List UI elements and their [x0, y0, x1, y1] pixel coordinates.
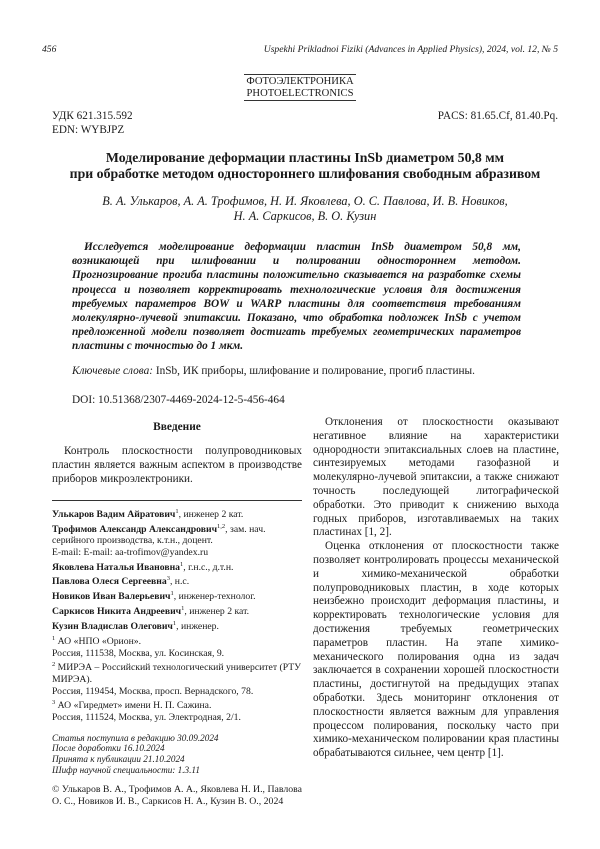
- affiliation-mark: 1: [180, 560, 184, 568]
- body-paragraph: Оценка отклонения от плоскостности также позволяет контролировать процессы механической и химико-механической обработки полупроводниковых пластин, в ходе которых неизбежно происходит деформация пластины, и корректировать технологические условия для достижения требуемых геометрических параметров пластин. На этапе химико-механического полирования одна из задач заключается в сохранении хорошей плоскостности пластины, достигнутой на предыдущих этапах обработки. Здесь мониторинг отклонения от плоскостности является важным для управления процессом полирования, поскольку часто при химико-механическом полировании края пластины обрабатываются сильнее, чем центр [1].: [313, 540, 559, 760]
- affiliation-mark: 1: [172, 619, 177, 627]
- author-list: [70, 194, 540, 224]
- author-name: Трофимов Александр Александрович: [52, 523, 218, 535]
- affiliation-mark: 1: [181, 605, 185, 613]
- affiliation-mark: 1: [175, 507, 179, 515]
- affiliation-mark: 1,2: [217, 522, 226, 530]
- author-name: Улькаров Вадим Айратович: [52, 508, 176, 520]
- affiliation-entry: [52, 559, 302, 574]
- organization-address: Россия, 111524, Москва, ул. Электродная, 2/1.: [52, 711, 241, 723]
- section-rule-bottom: [244, 100, 356, 101]
- organization: [52, 659, 302, 685]
- author-role: , инженер 2 кат.: [178, 508, 244, 520]
- abstract: Исследуется моделирование деформации пластин InSb диаметром 50,8 мм, возникающей при шлифовании и полировании одностороннем методом. Прогнозирование прогиба пластины положительно сказывается на разработке схемы процесса и позволяет корректировать технологические условия для достижения требуемых параметров BOW и WARP пластины для соответствия требованиям молекулярно-лучевой эпитаксии. Показано, что обработка подложек InSb с учетом предложенной модели позволяет достигать требуемых геометрических параметров пластины с точностью до 1 мкм.: [72, 241, 521, 353]
- journal-citation: Uspekhi Prikladnoi Fiziki (Advances in Applied Physics), 2024, vol. 12, № 5: [263, 44, 558, 55]
- date-accepted: Принята к публикации 21.10.2024: [52, 754, 185, 765]
- organization-mark: 1: [52, 634, 56, 642]
- keywords: [72, 364, 521, 378]
- author-name: Павлова Олеся Сергеевна: [52, 576, 167, 588]
- affiliation-mark: 1: [170, 590, 174, 598]
- section-title-en: PHOTOELECTRONICS: [246, 87, 354, 99]
- article-title: [52, 150, 558, 182]
- udk-code: УДК 621.315.592: [52, 110, 133, 122]
- organization: [52, 633, 302, 648]
- organization-address: Россия, 111538, Москва, ул. Косинская, 9.: [52, 647, 225, 659]
- affiliation-entry: [52, 588, 302, 603]
- author-role: , инженер-технолог.: [173, 591, 256, 603]
- intro-heading: Введение: [153, 421, 201, 433]
- organization-name: АО «Гиредмет» имени Н. П. Сажина.: [55, 700, 212, 712]
- affiliation-entry: [52, 521, 302, 547]
- running-header: [42, 44, 558, 58]
- title-line: Моделирование деформации пластины InSb диаметром 50,8 мм: [105, 150, 505, 165]
- affiliation-entry: [52, 618, 302, 633]
- author-name: Саркисов Никита Андреевич: [52, 606, 182, 618]
- section-heading: [0, 76, 600, 99]
- organization-mark: 3: [52, 699, 56, 707]
- authors-line: Н. А. Саркисов, В. О. Кузин: [233, 209, 377, 223]
- author-role: , г.н.с., д.т.н.: [183, 561, 234, 573]
- author-role: , зам. нач. серийного производства, к.т.н., доцент.: [52, 523, 266, 547]
- keywords-text: InSb, ИК приборы, шлифование и полирование, прогиб пластины.: [155, 365, 475, 377]
- article-identifiers: [52, 110, 133, 137]
- author-affiliations: [52, 506, 302, 724]
- title-line: при обработке методом одностороннего шлифования свободным абразивом: [69, 166, 541, 181]
- keywords-label: Ключевые слова:: [72, 365, 154, 377]
- contact-email: E-mail: E-mail: aa-trofimov@yandex.ru: [52, 546, 209, 558]
- page-number: 456: [42, 44, 57, 55]
- author-role: , инженер.: [176, 621, 219, 633]
- intro-paragraph: Контроль плоскостности полупроводниковых пластин является важным аспектом в производстве приборов микроэлектроники.: [52, 445, 302, 485]
- specialty-code: Шифр научной специальности: 1.3.11: [52, 764, 200, 775]
- organization-name: АО «НПО «Орион».: [55, 635, 142, 647]
- author-role: , инженер 2 кат.: [184, 606, 250, 618]
- left-column: [52, 414, 302, 808]
- right-column: [313, 416, 559, 761]
- author-name: Кузин Владислав Олегович: [52, 621, 173, 633]
- edn-code: EDN: WYBJPZ: [52, 123, 125, 136]
- author-role: , н.с.: [169, 576, 190, 588]
- section-rule-top: [244, 74, 356, 75]
- affiliation-mark: 3: [166, 575, 170, 583]
- organization: [52, 697, 302, 712]
- copyright-notice: © Улькаров В. А., Трофимов А. А., Яковлева Н. И., Павлова О. С., Новиков И. В., Саркисов Н. А., Кузин В. О., 2024: [52, 783, 303, 807]
- doi: DOI: 10.51368/2307-4469-2024-12-5-456-464: [72, 394, 285, 406]
- author-name: Новиков Иван Валерьевич: [52, 591, 171, 603]
- publication-dates: [52, 733, 302, 776]
- footnote-separator: [52, 500, 302, 501]
- section-title-ru: ФОТОЭЛЕКТРОНИКА: [246, 76, 354, 87]
- affiliation-entry: [52, 506, 302, 521]
- affiliation-entry: [52, 603, 302, 618]
- pacs-code: PACS: 81.65.Cf, 81.40.Pq.: [437, 110, 558, 122]
- authors-line: В. А. Улькаров, А. А. Трофимов, Н. И. Яковлева, О. С. Павлова, И. В. Новиков,: [102, 194, 508, 208]
- date-received: Статья поступила в редакцию 30.09.2024: [52, 732, 219, 743]
- organization-address: Россия, 119454, Москва, просп. Вернадского, 78.: [52, 685, 254, 697]
- author-name: Яковлева Наталья Ивановна: [52, 561, 180, 573]
- affiliation-entry: [52, 573, 302, 588]
- date-revised: После доработки 16.10.2024: [52, 743, 165, 754]
- body-paragraph: Отклонения от плоскостности оказывают негативное влияние на характеристики однородности эпитаксиальных слоев на пластине, синтезируемых методами газофазной и молекулярно-лучевой эпитаксии, а также снижают точность последующей литографической обработки. Это приводит к снижению выхода годных приборов, изготавливаемых на таких пластинах [1, 2].: [313, 416, 559, 539]
- organization-mark: 2: [52, 661, 56, 669]
- organization-name: МИРЭА – Российский технологический университет (РТУ МИРЭА).: [52, 662, 301, 685]
